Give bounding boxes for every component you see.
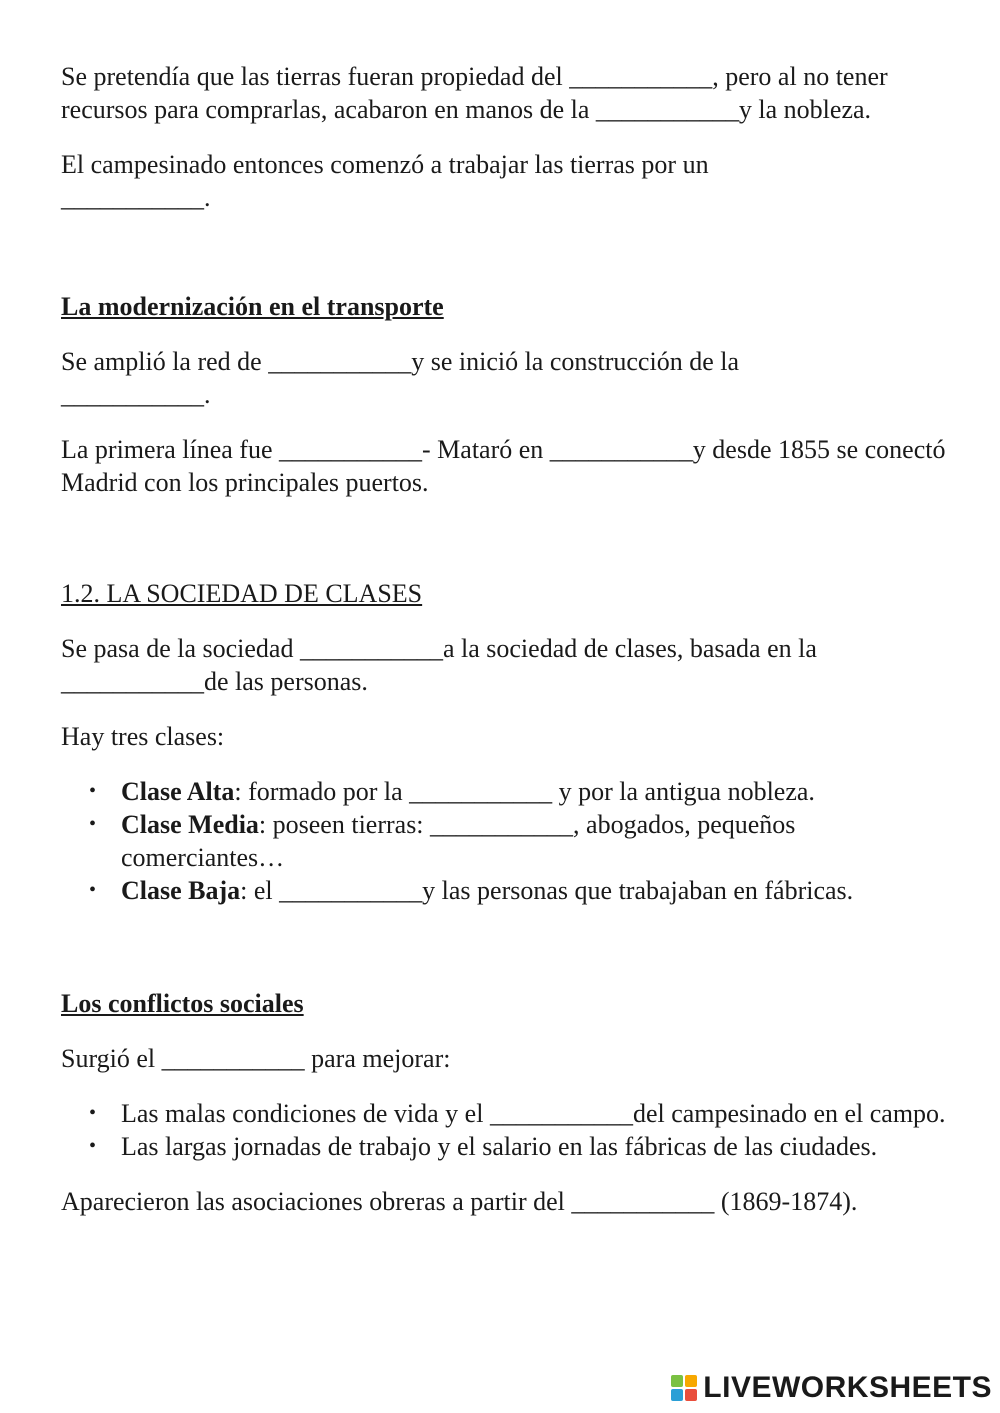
blank-field[interactable]: ___________ (489, 1099, 633, 1128)
brand-text: LIVEWORKSHEETS (703, 1371, 992, 1404)
paragraph-class-society: Se pasa de la sociedad ___________a la sociedad de clases, basada en la ___________de las personas. (61, 634, 817, 696)
list-item: • Clase Baja: el ___________y las personas que trabajaban en fábricas. (121, 874, 946, 907)
list-item: • Clase Media: poseen tierras: ___________, abogados, pequeños comerciantes… (121, 808, 946, 874)
blank-field[interactable]: ___________ (409, 777, 553, 806)
list-item: • Clase Alta: formado por la ___________ y por la antigua nobleza. (121, 775, 946, 808)
paragraph-peasantry: El campesinado entonces comenzó a trabajar las tierras por un ___________. (61, 150, 709, 212)
worksheet-page (61, 60, 946, 1218)
paragraph-railway-network: Se amplió la red de ___________y se inició la construcción de la ___________. (61, 347, 739, 409)
blank-field[interactable]: ___________ (61, 380, 204, 409)
paragraph-emerged: Surgió el ___________ para mejorar: (61, 1044, 451, 1073)
blank-field[interactable]: ___________ (279, 876, 423, 905)
heading-transport: La modernización en el transporte (61, 292, 444, 321)
paragraph-three-classes: Hay tres clases: (61, 722, 225, 751)
blank-field[interactable]: ___________ (161, 1044, 305, 1073)
blank-field[interactable]: ___________ (430, 810, 574, 839)
blank-field[interactable]: ___________ (61, 667, 204, 696)
blank-field[interactable]: ___________ (299, 634, 443, 663)
liveworksheets-logo (671, 1371, 992, 1405)
list-item: • Las malas condiciones de vida y el ___________del campesinado en el campo. (121, 1097, 946, 1130)
blank-field[interactable]: ___________ (268, 347, 412, 376)
class-list (61, 775, 946, 907)
paragraph-land-ownership: Se pretendía que las tierras fueran propiedad del ___________, pero al no tener recursos para comprarlas, acabaron en manos de la ___________y la nobleza. (61, 62, 888, 124)
conflicts-list (61, 1097, 946, 1163)
brand-mark-icon (671, 1375, 697, 1401)
list-item: • Las largas jornadas de trabajo y el salario en las fábricas de las ciudades. (121, 1130, 946, 1163)
heading-social-classes: 1.2. LA SOCIEDAD DE CLASES (61, 579, 423, 608)
blank-field[interactable]: ___________ (61, 183, 204, 212)
blank-field[interactable]: ___________ (595, 95, 739, 124)
blank-field[interactable]: ___________ (571, 1187, 715, 1216)
heading-social-conflicts: Los conflictos sociales (61, 989, 304, 1018)
blank-field[interactable]: ___________ (549, 435, 693, 464)
blank-field[interactable]: ___________ (569, 62, 713, 91)
paragraph-workers-associations: Aparecieron las asociaciones obreras a partir del ___________ (1869-1874). (61, 1187, 858, 1216)
blank-field[interactable]: ___________ (279, 435, 422, 464)
paragraph-first-line: La primera línea fue ___________- Mataró en ___________y desde 1855 se conectó Madrid con los principales puertos. (61, 435, 946, 497)
